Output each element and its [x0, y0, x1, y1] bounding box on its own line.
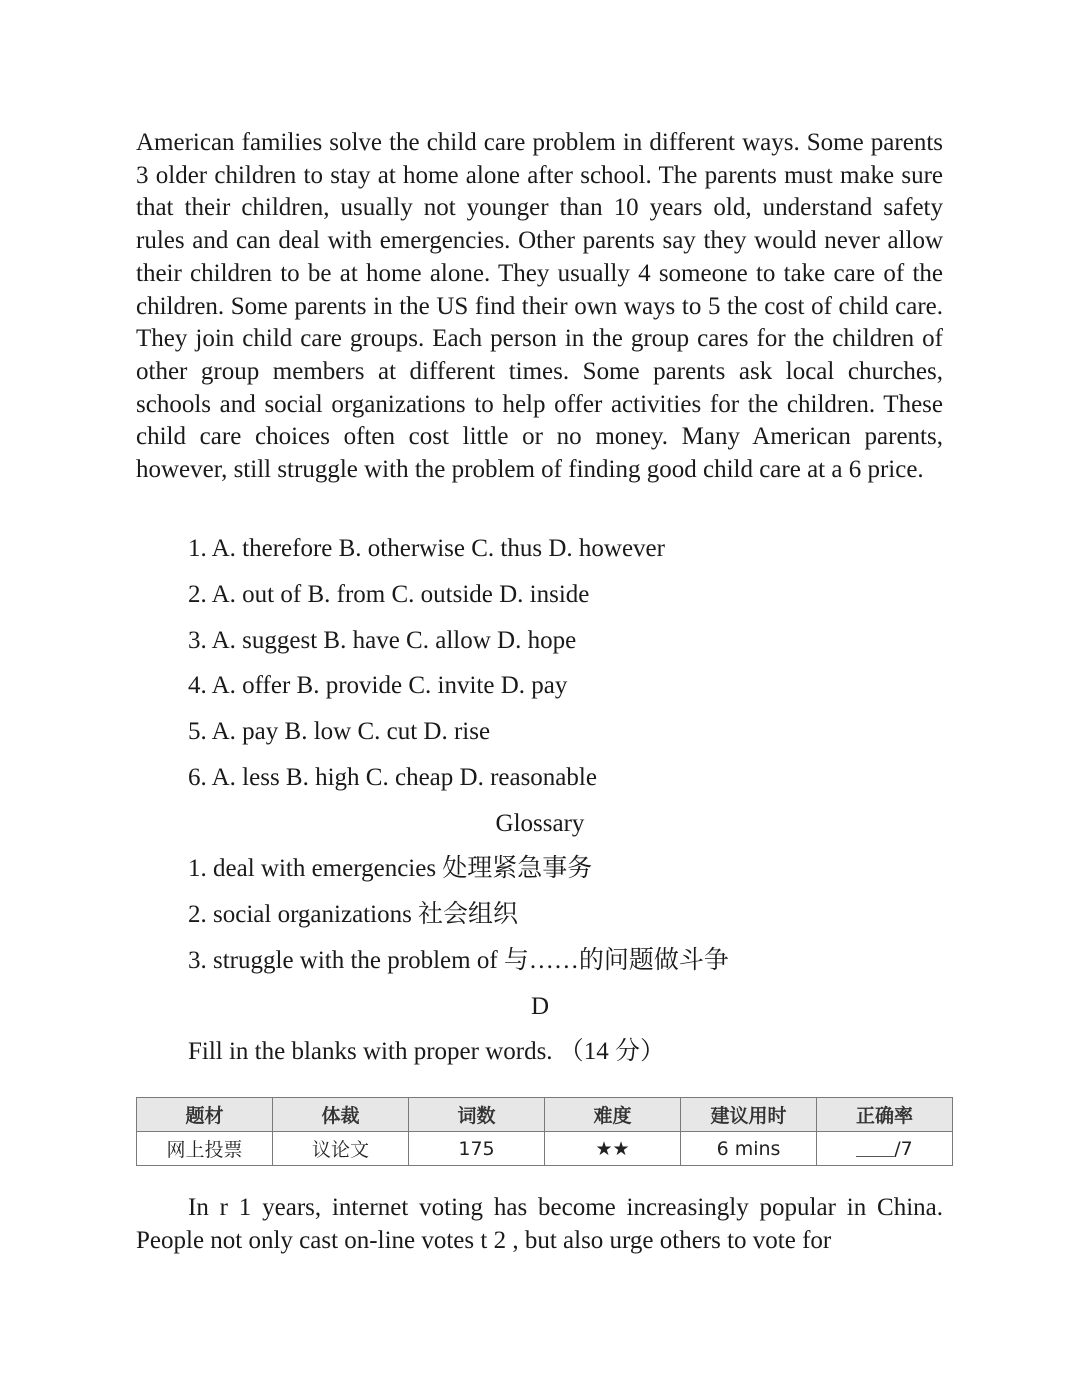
- accuracy-blank[interactable]: [856, 1138, 894, 1157]
- section-d-letter: D: [530, 993, 550, 1020]
- header-word-count: 词数: [409, 1098, 545, 1132]
- question-3: 3. A. suggest B. have C. allow D. hope: [188, 627, 577, 654]
- passage-d-text: In r 1 years, internet voting has become increasingly popular in China. People not only cast on-line votes t 2 , but also urge others to vote for: [136, 1194, 943, 1254]
- header-difficulty: 难度: [545, 1098, 681, 1132]
- passage-c-text: American families solve the child care problem in different ways. Some parents 3 older children to stay at home alone after school. The parents must make sure that their children, usually not younger than 10 years old, understand safety rules and can deal with emergencies. Other parents say they would never allow their children to be at home alone. They usually 4 someone to take care of the children. Some parents in the US find their own ways to 5 the cost of child care. They join child care groups. Each person in the group cares for the children of other group members at different times. Some parents ask local churches, schools and social organizations to help offer activities for the children. These child care choices often cost little or no money. Many American parents, however, still struggle with the problem of finding good child care at a 6 price.: [136, 129, 943, 484]
- info-table: [136, 1097, 953, 1166]
- question-5: 5. A. pay B. low C. cut D. rise: [188, 718, 491, 745]
- section-d-instruction: Fill in the blanks with proper words. （14 分）: [188, 1038, 666, 1065]
- glossary-item-2: 2. social organizations 社会组织: [188, 901, 519, 928]
- info-table-header-row: [137, 1098, 953, 1132]
- question-6: 6. A. less B. high C. cheap D. reasonable: [188, 764, 597, 791]
- cell-topic: 网上投票: [137, 1132, 273, 1166]
- cell-genre: 议论文: [273, 1132, 409, 1166]
- header-suggested-time: 建议用时: [681, 1098, 817, 1132]
- header-genre: 体裁: [273, 1098, 409, 1132]
- cell-suggested-time: 6 mins: [681, 1132, 817, 1166]
- question-2: 2. A. out of B. from C. outside D. inside: [188, 581, 590, 608]
- glossary-item-1: 1. deal with emergencies 处理紧急事务: [188, 855, 593, 882]
- cell-difficulty: ★★: [545, 1132, 681, 1166]
- glossary-title: Glossary: [495, 810, 585, 837]
- glossary-item-3: 3. struggle with the problem of 与……的问题做斗争: [188, 947, 729, 974]
- header-accuracy: 正确率: [817, 1098, 953, 1132]
- cell-accuracy: [817, 1132, 953, 1166]
- accuracy-total: /7: [894, 1137, 913, 1160]
- info-table-row: [137, 1132, 953, 1166]
- header-topic: 题材: [137, 1098, 273, 1132]
- cell-word-count: 175: [409, 1132, 545, 1166]
- reading-info-table: [136, 1097, 953, 1165]
- question-4: 4. A. offer B. provide C. invite D. pay: [188, 672, 568, 699]
- question-1: 1. A. therefore B. otherwise C. thus D. however: [188, 535, 665, 562]
